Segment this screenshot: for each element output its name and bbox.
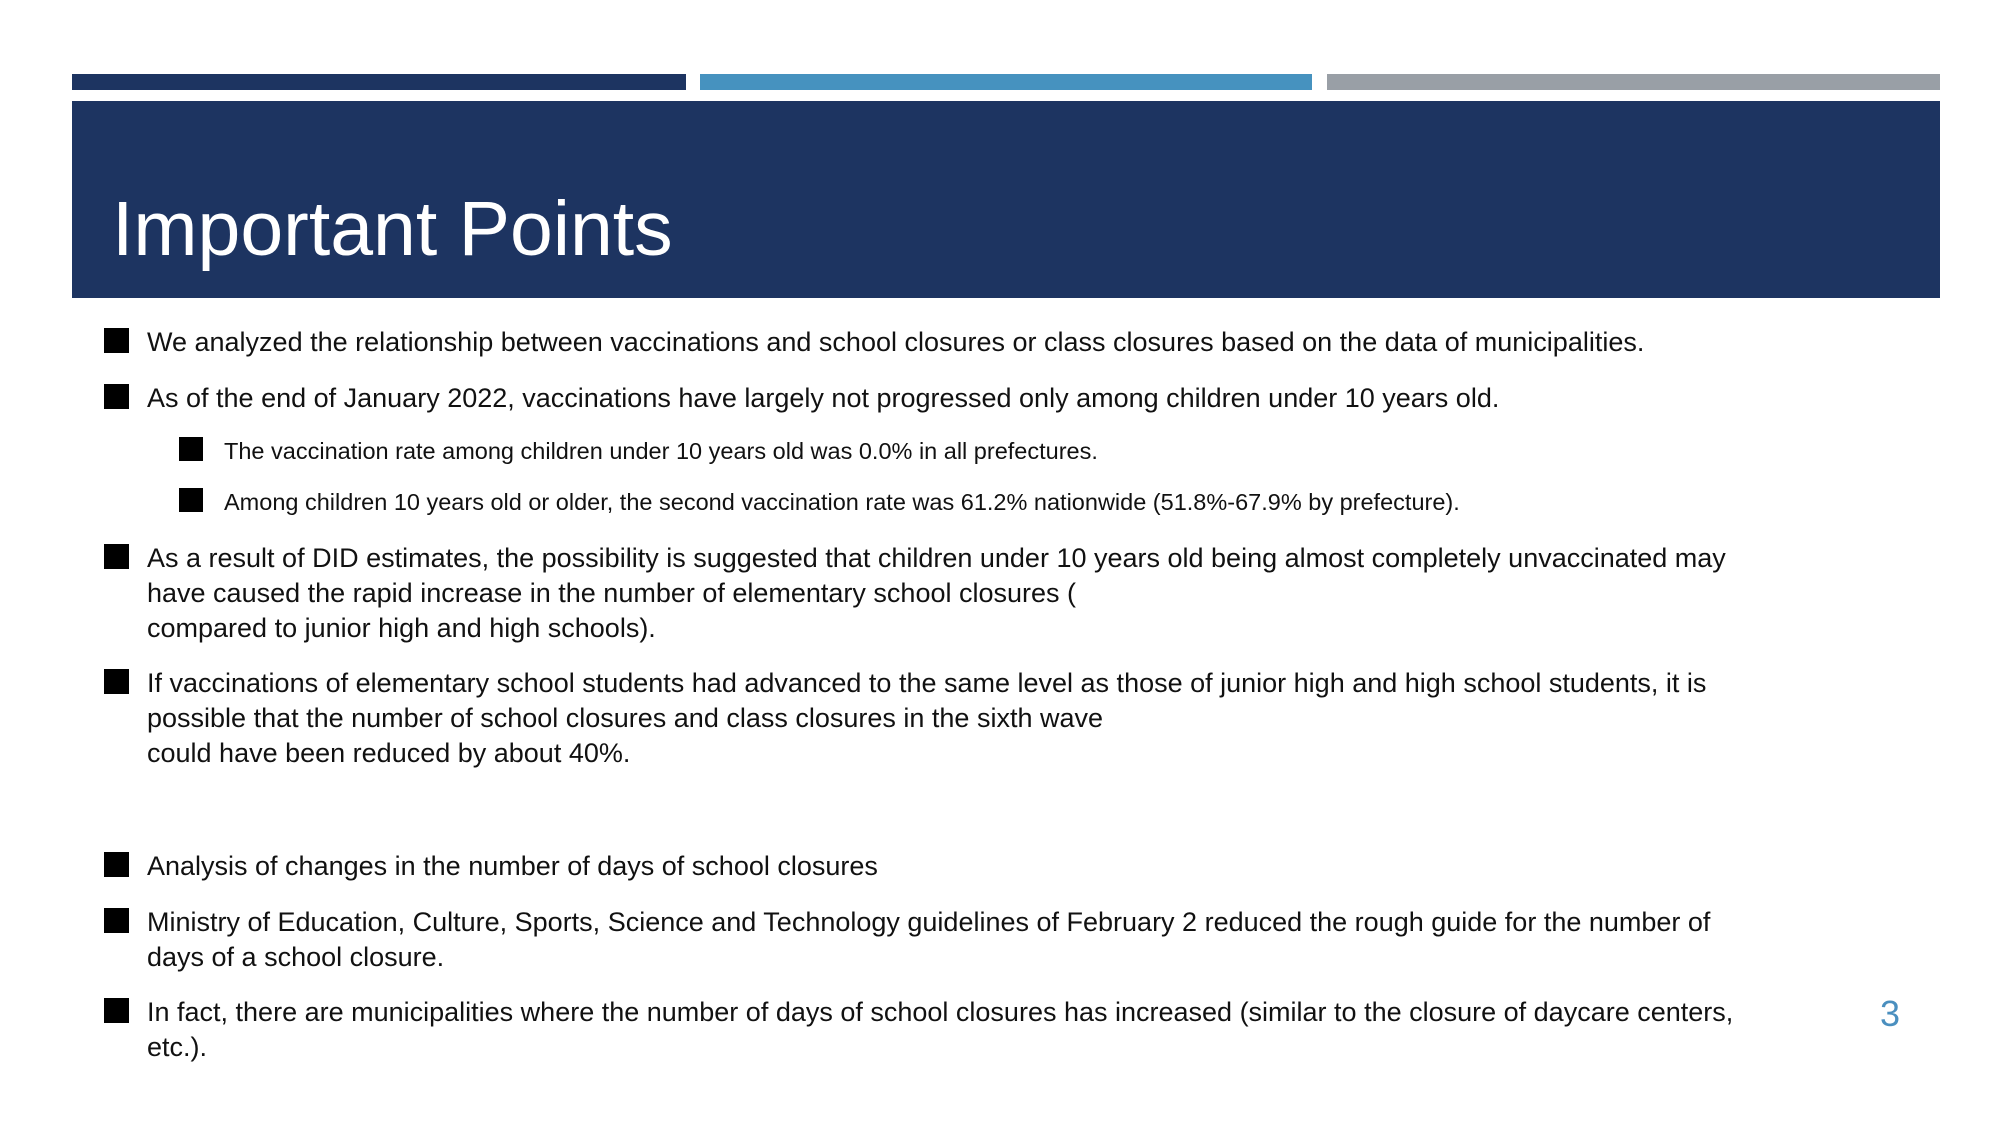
- bullet-text: Analysis of changes in the number of days of school closures: [147, 851, 878, 881]
- bullet-item: [104, 325, 1644, 360]
- square-bullet-icon: [104, 384, 129, 409]
- bullet-text-line: possible that the number of school closures and class closures in the sixth wave: [147, 703, 1103, 733]
- bullet-text-line: days of a school closure.: [147, 942, 445, 972]
- page-number: 3: [1880, 993, 1901, 1034]
- bullet-item: [104, 905, 1710, 975]
- bullet-text-line: If vaccinations of elementary school students had advanced to the same level as those of junior high and high school students, it is: [147, 668, 1707, 698]
- bullet-item: [104, 849, 878, 884]
- square-bullet-icon: [104, 908, 129, 933]
- bullet-text: As of the end of January 2022, vaccinations have largely not progressed only among children under 10 years old.: [147, 383, 1500, 413]
- bullet-text-line: Ministry of Education, Culture, Sports, Science and Technology guidelines of February 2 reduced the rough guide for the number of: [147, 907, 1711, 937]
- bullet-text-line: etc.).: [147, 1032, 208, 1062]
- bullet-text-line: compared to junior high and high schools).: [147, 613, 656, 643]
- sub-bullet-item: [179, 436, 1098, 466]
- bullet-text-line: In fact, there are municipalities where the number of days of school closures has increased (similar to the closure of daycare centers,: [147, 997, 1734, 1027]
- square-bullet-icon: [179, 488, 203, 512]
- square-bullet-icon: [104, 669, 129, 694]
- bullet-text: We analyzed the relationship between vaccinations and school closures or class closures based on the data of municipalities.: [147, 327, 1645, 357]
- bullet-item: [104, 541, 1726, 646]
- slide-title: Important Points: [112, 186, 673, 272]
- square-bullet-icon: [104, 852, 129, 877]
- bullet-text-line: have caused the rapid increase in the number of elementary school closures (: [147, 578, 1077, 608]
- bullet-item: [104, 995, 1733, 1065]
- bullet-text: The vaccination rate among children under 10 years old was 0.0% in all prefectures.: [224, 438, 1098, 464]
- square-bullet-icon: [104, 328, 129, 353]
- sub-bullet-item: [179, 487, 1460, 517]
- square-bullet-icon: [179, 437, 203, 461]
- square-bullet-icon: [104, 998, 129, 1023]
- bullet-item: [104, 666, 1706, 771]
- bullet-text: Among children 10 years old or older, the second vaccination rate was 61.2% nationwide (51.8%-67.9% by prefecture).: [224, 489, 1460, 515]
- bullet-item: [104, 381, 1499, 416]
- square-bullet-icon: [104, 544, 129, 569]
- bullet-text-line: could have been reduced by about 40%.: [147, 738, 631, 768]
- bullet-text-line: As a result of DID estimates, the possibility is suggested that children under 10 years old being almost completely unvaccinated may: [147, 543, 1726, 573]
